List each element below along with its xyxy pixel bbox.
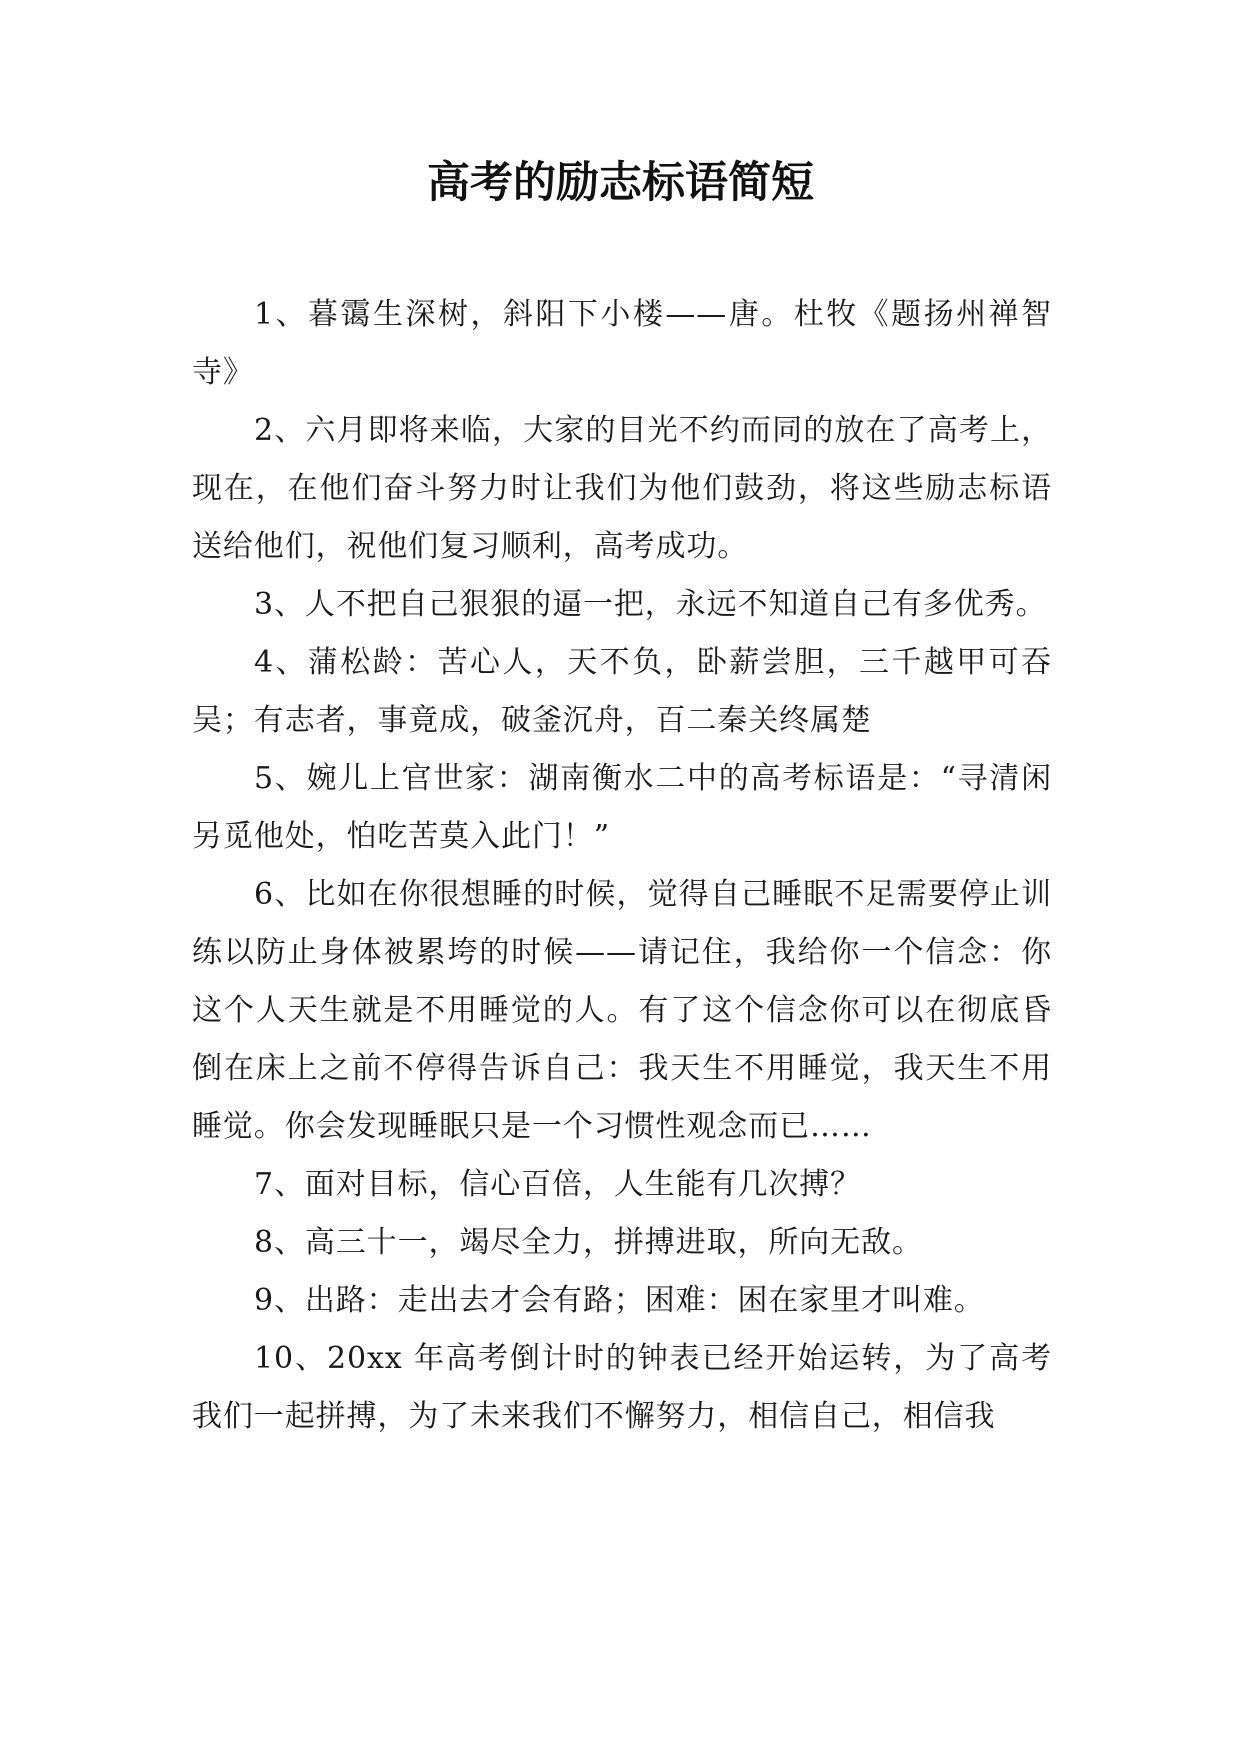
paragraph-9: 9、出路：走出去才会有路；困难：困在家里才叫难。 (254, 1283, 985, 1318)
paragraph-8: 8、高三十一，竭尽全力，拼搏进取，所向无敌。 (254, 1225, 923, 1260)
paragraph-4: 4、蒲松龄：苦心人，天不负，卧薪尝胆，三千越甲可吞吴；有志者，事竟成，破釜沉舟，百二秦关终属楚 (192, 645, 1052, 738)
document-title: 高考的励志标语简短 (427, 158, 814, 208)
paragraph-6: 6、比如在你很想睡的时候，觉得自己睡眠不足需要停止训练以防止身体被累垮的时候——请记住，我给你一个信念：你这个人天生就是不用睡觉的人。有了这个信念你可以在彻底昏倒在床上之前不停得告诉自己：我天生不用睡觉，我天生不用睡觉。你会发现睡眠只是一个习惯性观念而已…… (192, 877, 1052, 1144)
paragraph-2: 2、六月即将来临，大家的目光不约而同的放在了高考上，现在，在他们奋斗努力时让我们为他们鼓劲，将这些励志标语送给他们，祝他们复习顺利，高考成功。 (192, 413, 1052, 564)
paragraph-5: 5、婉儿上官世家：湖南衡水二中的高考标语是：“寻清闲另觅他处，怕吃苦莫入此门！” (192, 761, 1052, 854)
paragraph-10: 10、20xx 年高考倒计时的钟表已经开始运转，为了高考我们一起拼搏，为了未来我们不懈努力，相信自己，相信我 (192, 1341, 1052, 1434)
paragraph-3: 3、人不把自己狠狠的逼一把，永远不知道自己有多优秀。 (254, 587, 1047, 622)
paragraph-1: 1、暮霭生深树，斜阳下小楼——唐。杜牧《题扬州禅智寺》 (192, 297, 1052, 390)
paragraph-7: 7、面对目标，信心百倍，人生能有几次搏？ (254, 1167, 862, 1202)
document-body (192, 286, 1052, 1446)
